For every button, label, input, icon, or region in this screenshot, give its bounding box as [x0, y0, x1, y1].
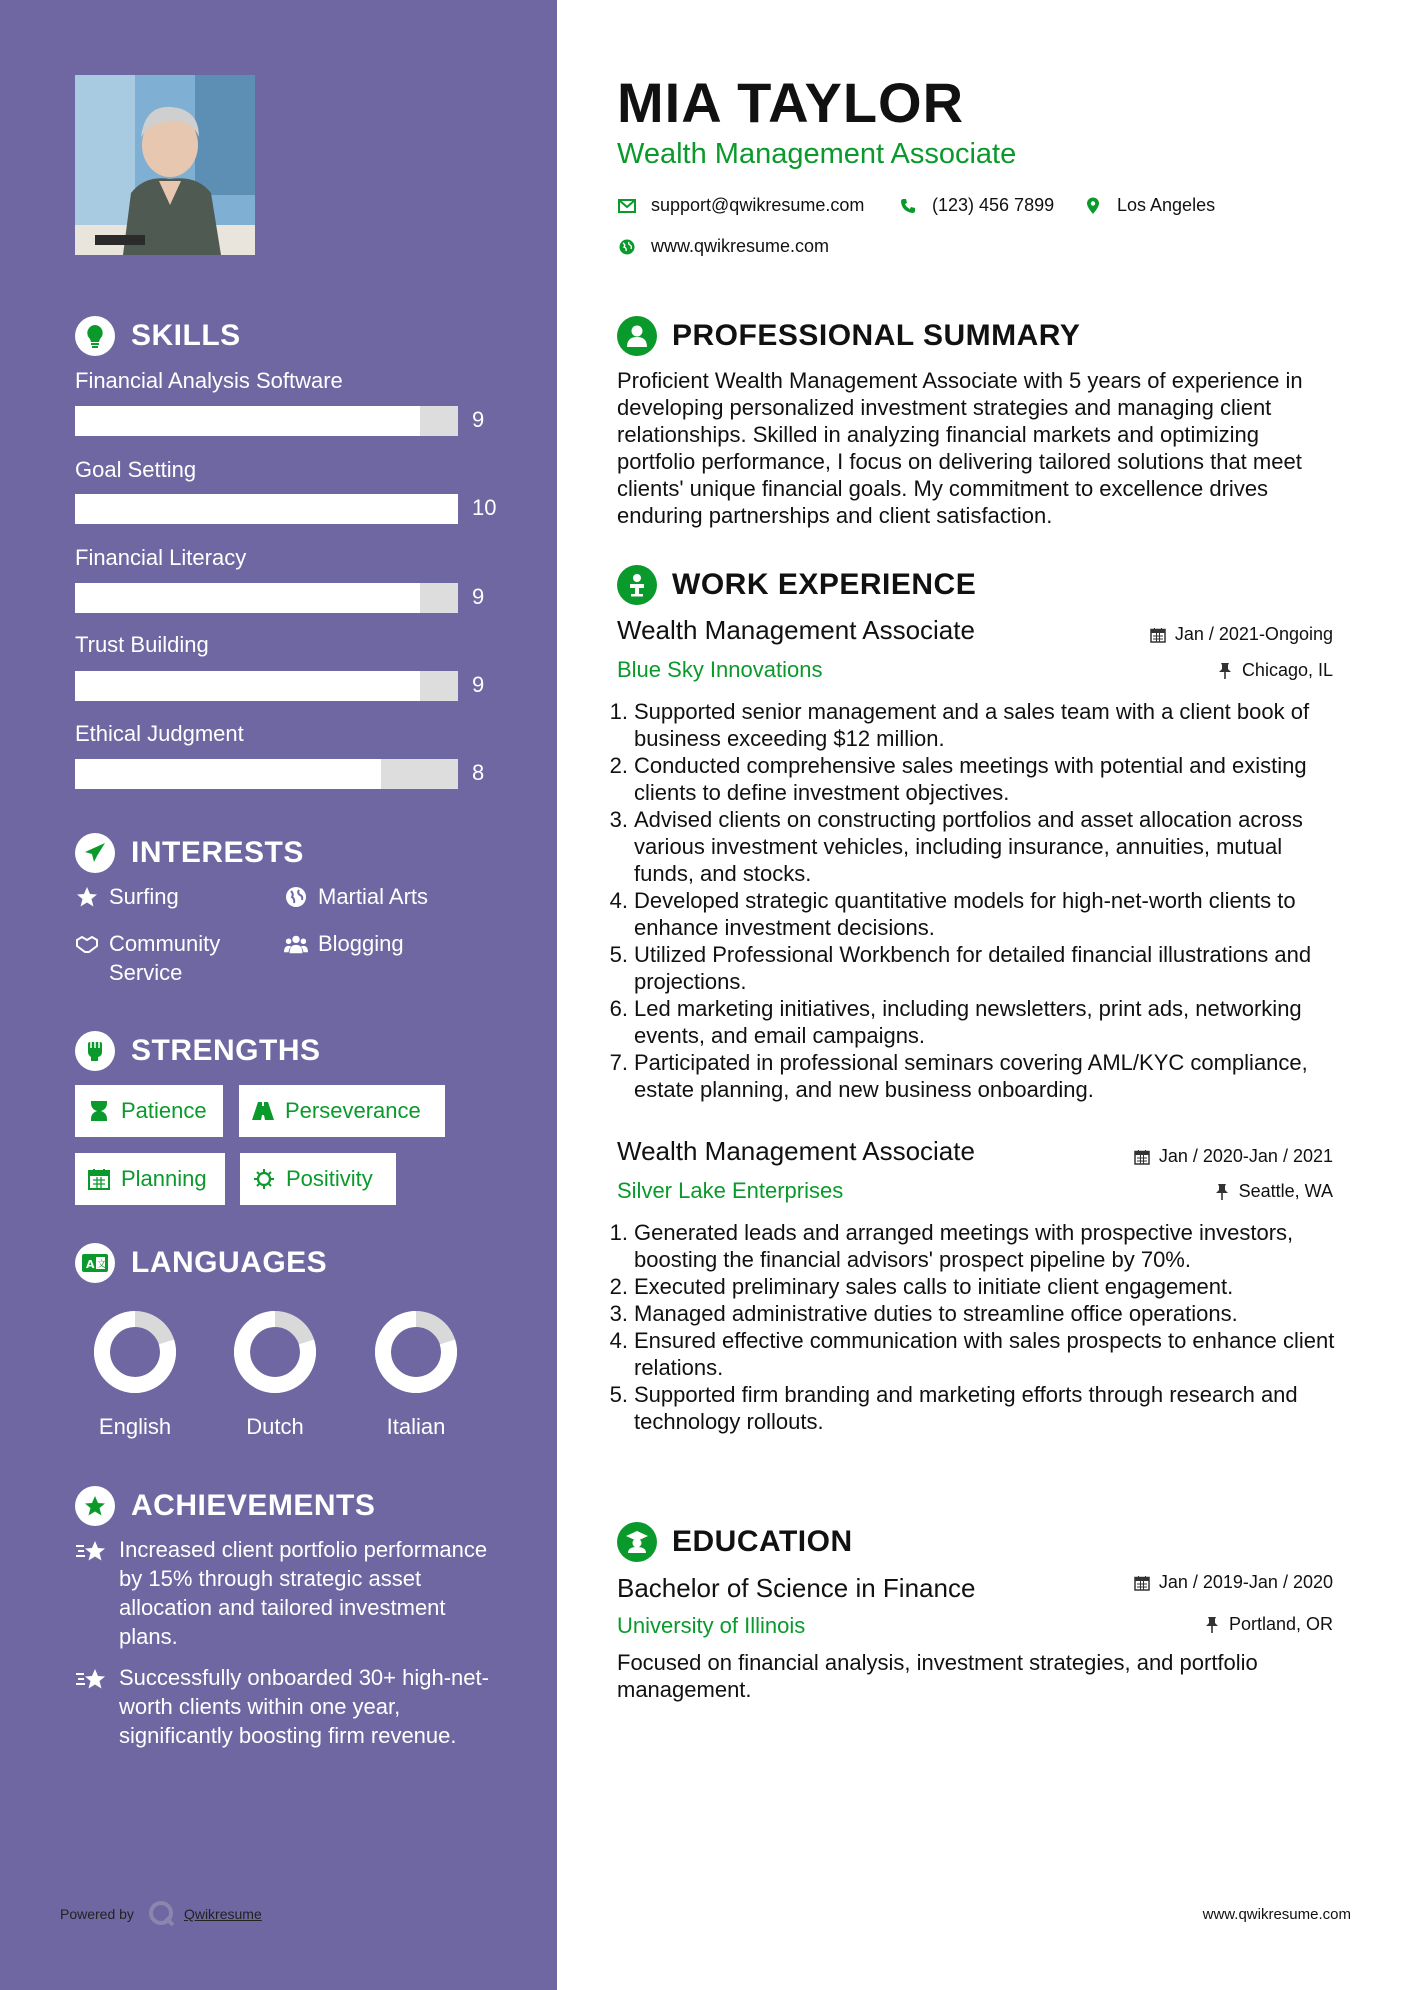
item-text: Ensured effective communication with sales prospects to enhance client relations.	[634, 1328, 1335, 1380]
language-donut-chart	[233, 1310, 317, 1394]
item-number: 4.	[609, 888, 628, 913]
website-text: www.qwikresume.com	[651, 236, 830, 256]
responsibility-item	[608, 1300, 1338, 1327]
strength-badge	[75, 1153, 225, 1205]
education-location-text: Portland, OR	[1228, 1614, 1333, 1634]
item-text: Conducted comprehensive sales meetings with potential and existing clients to define investment objectives.	[634, 753, 1307, 805]
item-number: 2.	[609, 1274, 628, 1299]
education-dates-text: Jan / 2019-Jan / 2020	[1158, 1572, 1333, 1592]
interest-item	[284, 882, 428, 911]
strengths-heading	[75, 1031, 321, 1071]
strength-label: Perseverance	[285, 1098, 421, 1123]
language-donut	[233, 1310, 317, 1399]
shooting-star-icon	[75, 1537, 109, 1567]
language-donut-chart	[374, 1310, 458, 1394]
skill-name: Goal Setting	[75, 457, 197, 482]
job-responsibilities	[608, 698, 1338, 1103]
location-text: Los Angeles	[1117, 195, 1216, 215]
language-name: English	[98, 1414, 172, 1439]
job-dates	[1149, 624, 1333, 645]
experience-heading	[617, 565, 976, 605]
job-dates-text: Jan / 2020-Jan / 2021	[1158, 1146, 1333, 1166]
globe-icon	[617, 237, 637, 257]
responsibility-item	[608, 887, 1338, 941]
skill-level: 9	[472, 672, 485, 697]
skill-name: Financial Literacy	[75, 545, 247, 570]
svg-text:A: A	[86, 1258, 95, 1271]
item-text: Managed administrative duties to streamline office operations.	[634, 1301, 1238, 1326]
language-name: Italian	[386, 1414, 446, 1439]
company-name: Silver Lake Enterprises	[617, 1178, 844, 1203]
item-number: 2.	[609, 753, 628, 778]
item-number: 3.	[609, 807, 628, 832]
summary-text: Proficient Wealth Management Associate with 5 years of experience in developing personalized investment strategies and managing client relationships. Skilled in analyzing financial markets and optimizing portfolio performance, I focus on delivering tailored solutions that meet clients' unique financial goals. My commitment to excellence drives enduring partnerships and client satisfaction.	[617, 368, 1303, 528]
fist-icon	[75, 1031, 115, 1071]
item-number: 5.	[609, 1382, 628, 1407]
education-dates	[1133, 1572, 1333, 1593]
responsibility-item	[608, 941, 1338, 995]
strength-badge	[239, 1085, 445, 1137]
skills-heading	[75, 316, 241, 356]
interest-item	[75, 929, 220, 987]
experience-title: WORK EXPERIENCE	[672, 568, 977, 601]
achievement-item	[75, 1535, 495, 1651]
item-number: 1.	[609, 1220, 628, 1245]
summary-heading	[617, 316, 1080, 356]
graduate-icon	[617, 1522, 657, 1562]
calendar-icon	[87, 1167, 111, 1191]
job-location-text: Seattle, WA	[1238, 1181, 1333, 1201]
map-pin-icon	[1083, 196, 1103, 216]
item-text: Developed strategic quantitative models for high-net-worth clients to enhance investment decisions.	[634, 888, 1296, 940]
job-title: Wealth Management Associate	[617, 615, 975, 645]
achievement-text: Successfully onboarded 30+ high-net-worth clients within one year, significantly boosting firm revenue.	[119, 1665, 489, 1748]
qwikresume-logo-icon	[148, 1900, 176, 1928]
item-number: 3.	[609, 1301, 628, 1326]
pushpin-icon	[1216, 662, 1234, 680]
item-text: Advised clients on constructing portfolios and asset allocation across various investment vehicles, including insurance, annuities, mutual funds, and stocks.	[634, 807, 1303, 886]
skill-level: 9	[472, 584, 485, 609]
contact-website[interactable]	[617, 236, 829, 257]
contact-email[interactable]	[617, 195, 864, 216]
pushpin-icon	[1213, 1183, 1231, 1201]
skill-fill	[75, 494, 458, 524]
skill-name: Trust Building	[75, 632, 209, 657]
globe-icon	[284, 882, 308, 911]
interest-item	[284, 929, 404, 958]
interest-label: Community Service	[109, 931, 221, 985]
interest-label: Surfing	[109, 884, 179, 909]
item-number: 1.	[609, 699, 628, 724]
users-icon	[284, 929, 308, 958]
skills-title: SKILLS	[131, 319, 241, 352]
calendar-icon	[1133, 1574, 1151, 1592]
skill-level: 8	[472, 760, 485, 785]
sidebar	[0, 0, 557, 1990]
education-heading	[617, 1522, 853, 1562]
strength-badge	[75, 1085, 223, 1137]
school-name: University of Illinois	[617, 1613, 806, 1638]
item-text: Utilized Professional Workbench for detailed financial illustrations and projections.	[634, 942, 1312, 994]
strength-badge	[240, 1153, 396, 1205]
item-text: Led marketing initiatives, including newsletters, print ads, networking events, and email campaigns.	[634, 996, 1302, 1048]
powered-by-label: Powered by	[60, 1906, 134, 1922]
candidate-title: Wealth Management Associate	[617, 138, 1017, 170]
achievements-heading	[75, 1486, 375, 1526]
skill-fill	[75, 406, 420, 436]
footer-url[interactable]: www.qwikresume.com	[1202, 1906, 1351, 1923]
responsibility-item	[608, 698, 1338, 752]
star-icon	[75, 882, 99, 911]
education-location	[1203, 1614, 1333, 1635]
responsibility-item	[608, 806, 1338, 887]
degree-title: Bachelor of Science in Finance	[617, 1573, 976, 1603]
skill-fill	[75, 671, 420, 701]
job-responsibilities	[608, 1219, 1338, 1435]
skill-bar	[75, 406, 458, 436]
education-title: EDUCATION	[672, 1525, 853, 1558]
calendar-icon	[1149, 626, 1167, 644]
responsibility-item	[608, 1049, 1338, 1103]
item-number: 5.	[609, 942, 628, 967]
handshake-icon	[75, 929, 99, 958]
language-icon	[75, 1243, 115, 1283]
education-description: Focused on financial analysis, investment strategies, and portfolio management.	[617, 1650, 1258, 1702]
skill-bar	[75, 671, 458, 701]
interests-title: INTERESTS	[131, 836, 304, 869]
language-donut	[374, 1310, 458, 1399]
skill-name: Ethical Judgment	[75, 721, 244, 746]
item-text: Supported firm branding and marketing efforts through research and technology rollouts.	[634, 1382, 1298, 1434]
interests-heading	[75, 833, 304, 873]
skill-fill	[75, 583, 420, 613]
strength-label: Patience	[121, 1098, 207, 1123]
language-name: Dutch	[246, 1414, 304, 1439]
road-icon	[251, 1099, 275, 1123]
job-location-text: Chicago, IL	[1241, 660, 1333, 680]
achievements-title: ACHIEVEMENTS	[131, 1489, 376, 1522]
item-number: 6.	[609, 996, 628, 1021]
award-star-icon	[75, 1486, 115, 1526]
pushpin-icon	[1203, 1616, 1221, 1634]
calendar-icon	[1133, 1148, 1151, 1166]
hourglass-icon	[87, 1099, 111, 1123]
contact-phone[interactable]	[898, 195, 1054, 216]
skill-bar	[75, 494, 458, 524]
strength-label: Planning	[121, 1166, 207, 1191]
responsibility-item	[608, 1381, 1338, 1435]
shooting-star-icon	[75, 1665, 109, 1695]
job-dates-text: Jan / 2021-Ongoing	[1174, 624, 1333, 644]
language-donut	[93, 1310, 177, 1399]
email-text: support@qwikresume.com	[651, 195, 865, 215]
skill-level: 10	[472, 495, 497, 520]
interest-label: Blogging	[318, 931, 404, 956]
skill-bar	[75, 583, 458, 613]
powered-by	[60, 1900, 262, 1928]
item-text: Generated leads and arranged meetings with prospective investors, boosting the financial advisors' prospect pipeline by 70%.	[634, 1220, 1294, 1272]
responsibility-item	[608, 1327, 1338, 1381]
lightbulb-icon	[75, 316, 115, 356]
language-donut-chart	[93, 1310, 177, 1394]
achievement-text: Increased client portfolio performance by 15% through strategic asset allocation and tailored investment plans.	[119, 1537, 488, 1649]
achievement-item	[75, 1663, 495, 1750]
languages-title: LANGUAGES	[131, 1246, 328, 1279]
podium-icon	[617, 565, 657, 605]
qwikresume-link[interactable]: Qwikresume	[183, 1906, 262, 1922]
responsibility-item	[608, 752, 1338, 806]
job-dates	[1133, 1146, 1333, 1167]
responsibility-item	[608, 1219, 1338, 1273]
job-location	[1216, 660, 1333, 681]
phone-icon	[898, 196, 918, 216]
item-number: 7.	[609, 1050, 628, 1075]
skill-name: Financial Analysis Software	[75, 368, 343, 393]
svg-text:文: 文	[97, 1260, 107, 1270]
skill-level: 9	[472, 407, 485, 432]
strength-label: Positivity	[286, 1166, 373, 1191]
job-location	[1213, 1181, 1333, 1202]
responsibility-item	[608, 1273, 1338, 1300]
profile-photo	[75, 75, 255, 255]
paper-plane-icon	[75, 833, 115, 873]
summary-title: PROFESSIONAL SUMMARY	[672, 319, 1081, 352]
item-text: Supported senior management and a sales team with a client book of business exceeding $12 million.	[634, 699, 1310, 751]
job-title: Wealth Management Associate	[617, 1136, 975, 1166]
company-name: Blue Sky Innovations	[617, 657, 823, 682]
sun-icon	[252, 1167, 276, 1191]
strengths-title: STRENGTHS	[131, 1034, 321, 1067]
candidate-name: MIA TAYLOR	[617, 71, 965, 134]
interest-item	[75, 882, 179, 911]
item-number: 4.	[609, 1328, 628, 1353]
interest-label: Martial Arts	[318, 884, 429, 909]
item-text: Executed preliminary sales calls to initiate client engagement.	[634, 1274, 1234, 1299]
contact-location	[1083, 195, 1215, 216]
skill-bar	[75, 759, 458, 789]
languages-heading	[75, 1243, 327, 1283]
user-icon	[617, 316, 657, 356]
item-text: Participated in professional seminars covering AML/KYC compliance, estate planning, and new business onboarding.	[634, 1050, 1308, 1102]
skill-fill	[75, 759, 381, 789]
envelope-icon	[617, 196, 637, 216]
responsibility-item	[608, 995, 1338, 1049]
phone-text: (123) 456 7899	[932, 195, 1055, 215]
